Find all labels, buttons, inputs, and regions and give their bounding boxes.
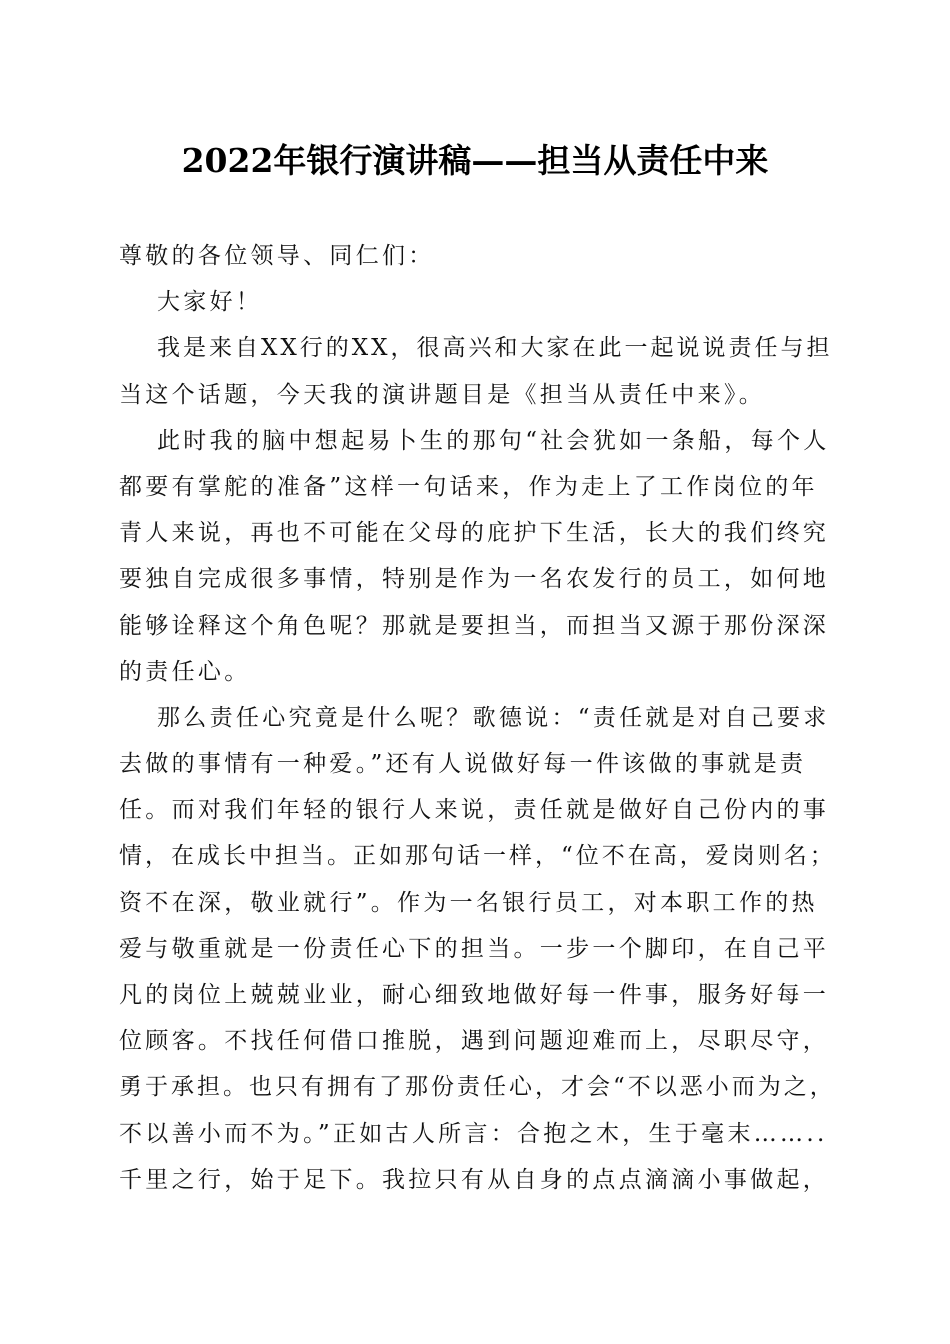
- text-line: 凡的岗位上兢兢业业，耐心细致地做好每一件事，服务好每一: [119, 982, 830, 1008]
- text-line: 的责任心。: [119, 658, 251, 685]
- text-line: 爱与敬重就是一份责任心下的担当。一步一个脚印，在自己平: [119, 935, 830, 962]
- text-line: 青人来说，再也不可能在父母的庇护下生活，长大的我们终究: [119, 520, 830, 547]
- text-line: 大家好！: [157, 289, 263, 316]
- text-line: 情，在成长中担当。正如那句话一样，“位不在高，爱岗则名；: [119, 843, 836, 870]
- text-line: 任。而对我们年轻的银行人来说，责任就是做好自己份内的事: [119, 797, 830, 824]
- text-line: 要独自完成很多事情，特别是作为一名农发行的员工，如何地: [119, 566, 830, 593]
- text-line: 那么责任心究竟是什么呢？歌德说：“责任就是对自己要求: [157, 704, 830, 731]
- text-line: 勇于承担。也只有拥有了那份责任心，才会“不以恶小而为之，: [119, 1074, 836, 1101]
- page-title: 2022年银行演讲稿——担当从责任中来: [181, 141, 769, 180]
- text-line: 尊敬的各位领导、同仁们：: [119, 243, 435, 269]
- text-line: 位顾客。不找任何借口推脱，遇到问题迎难而上，尽职尽守，: [119, 1028, 830, 1055]
- text-line: 不以善小而不为。”正如古人所言：合抱之木，生于毫末……..: [119, 1120, 828, 1147]
- text-line: 都要有掌舵的准备”这样一句话来，作为走上了工作岗位的年: [119, 473, 818, 500]
- text-line: 我是来自XX行的XX，很高兴和大家在此一起说说责任与担: [157, 335, 833, 362]
- text-line: 能够诠释这个角色呢？那就是要担当，而担当又源于那份深深: [119, 612, 830, 639]
- text-line: 去做的事情有一种爱。”还有人说做好每一件该做的事就是责: [119, 751, 807, 778]
- text-line: 当这个话题，今天我的演讲题目是《担当从责任中来》。: [119, 381, 765, 408]
- text-line: 此时我的脑中想起易卜生的那句“社会犹如一条船，每个人: [157, 427, 830, 454]
- text-line: 千里之行，始于足下。我拉只有从自身的点点滴滴小事做起，: [119, 1166, 830, 1193]
- text-line: 资不在深，敬业就行”。作为一名银行员工，对本职工作的热: [119, 889, 818, 916]
- body-text: [119, 233, 839, 1203]
